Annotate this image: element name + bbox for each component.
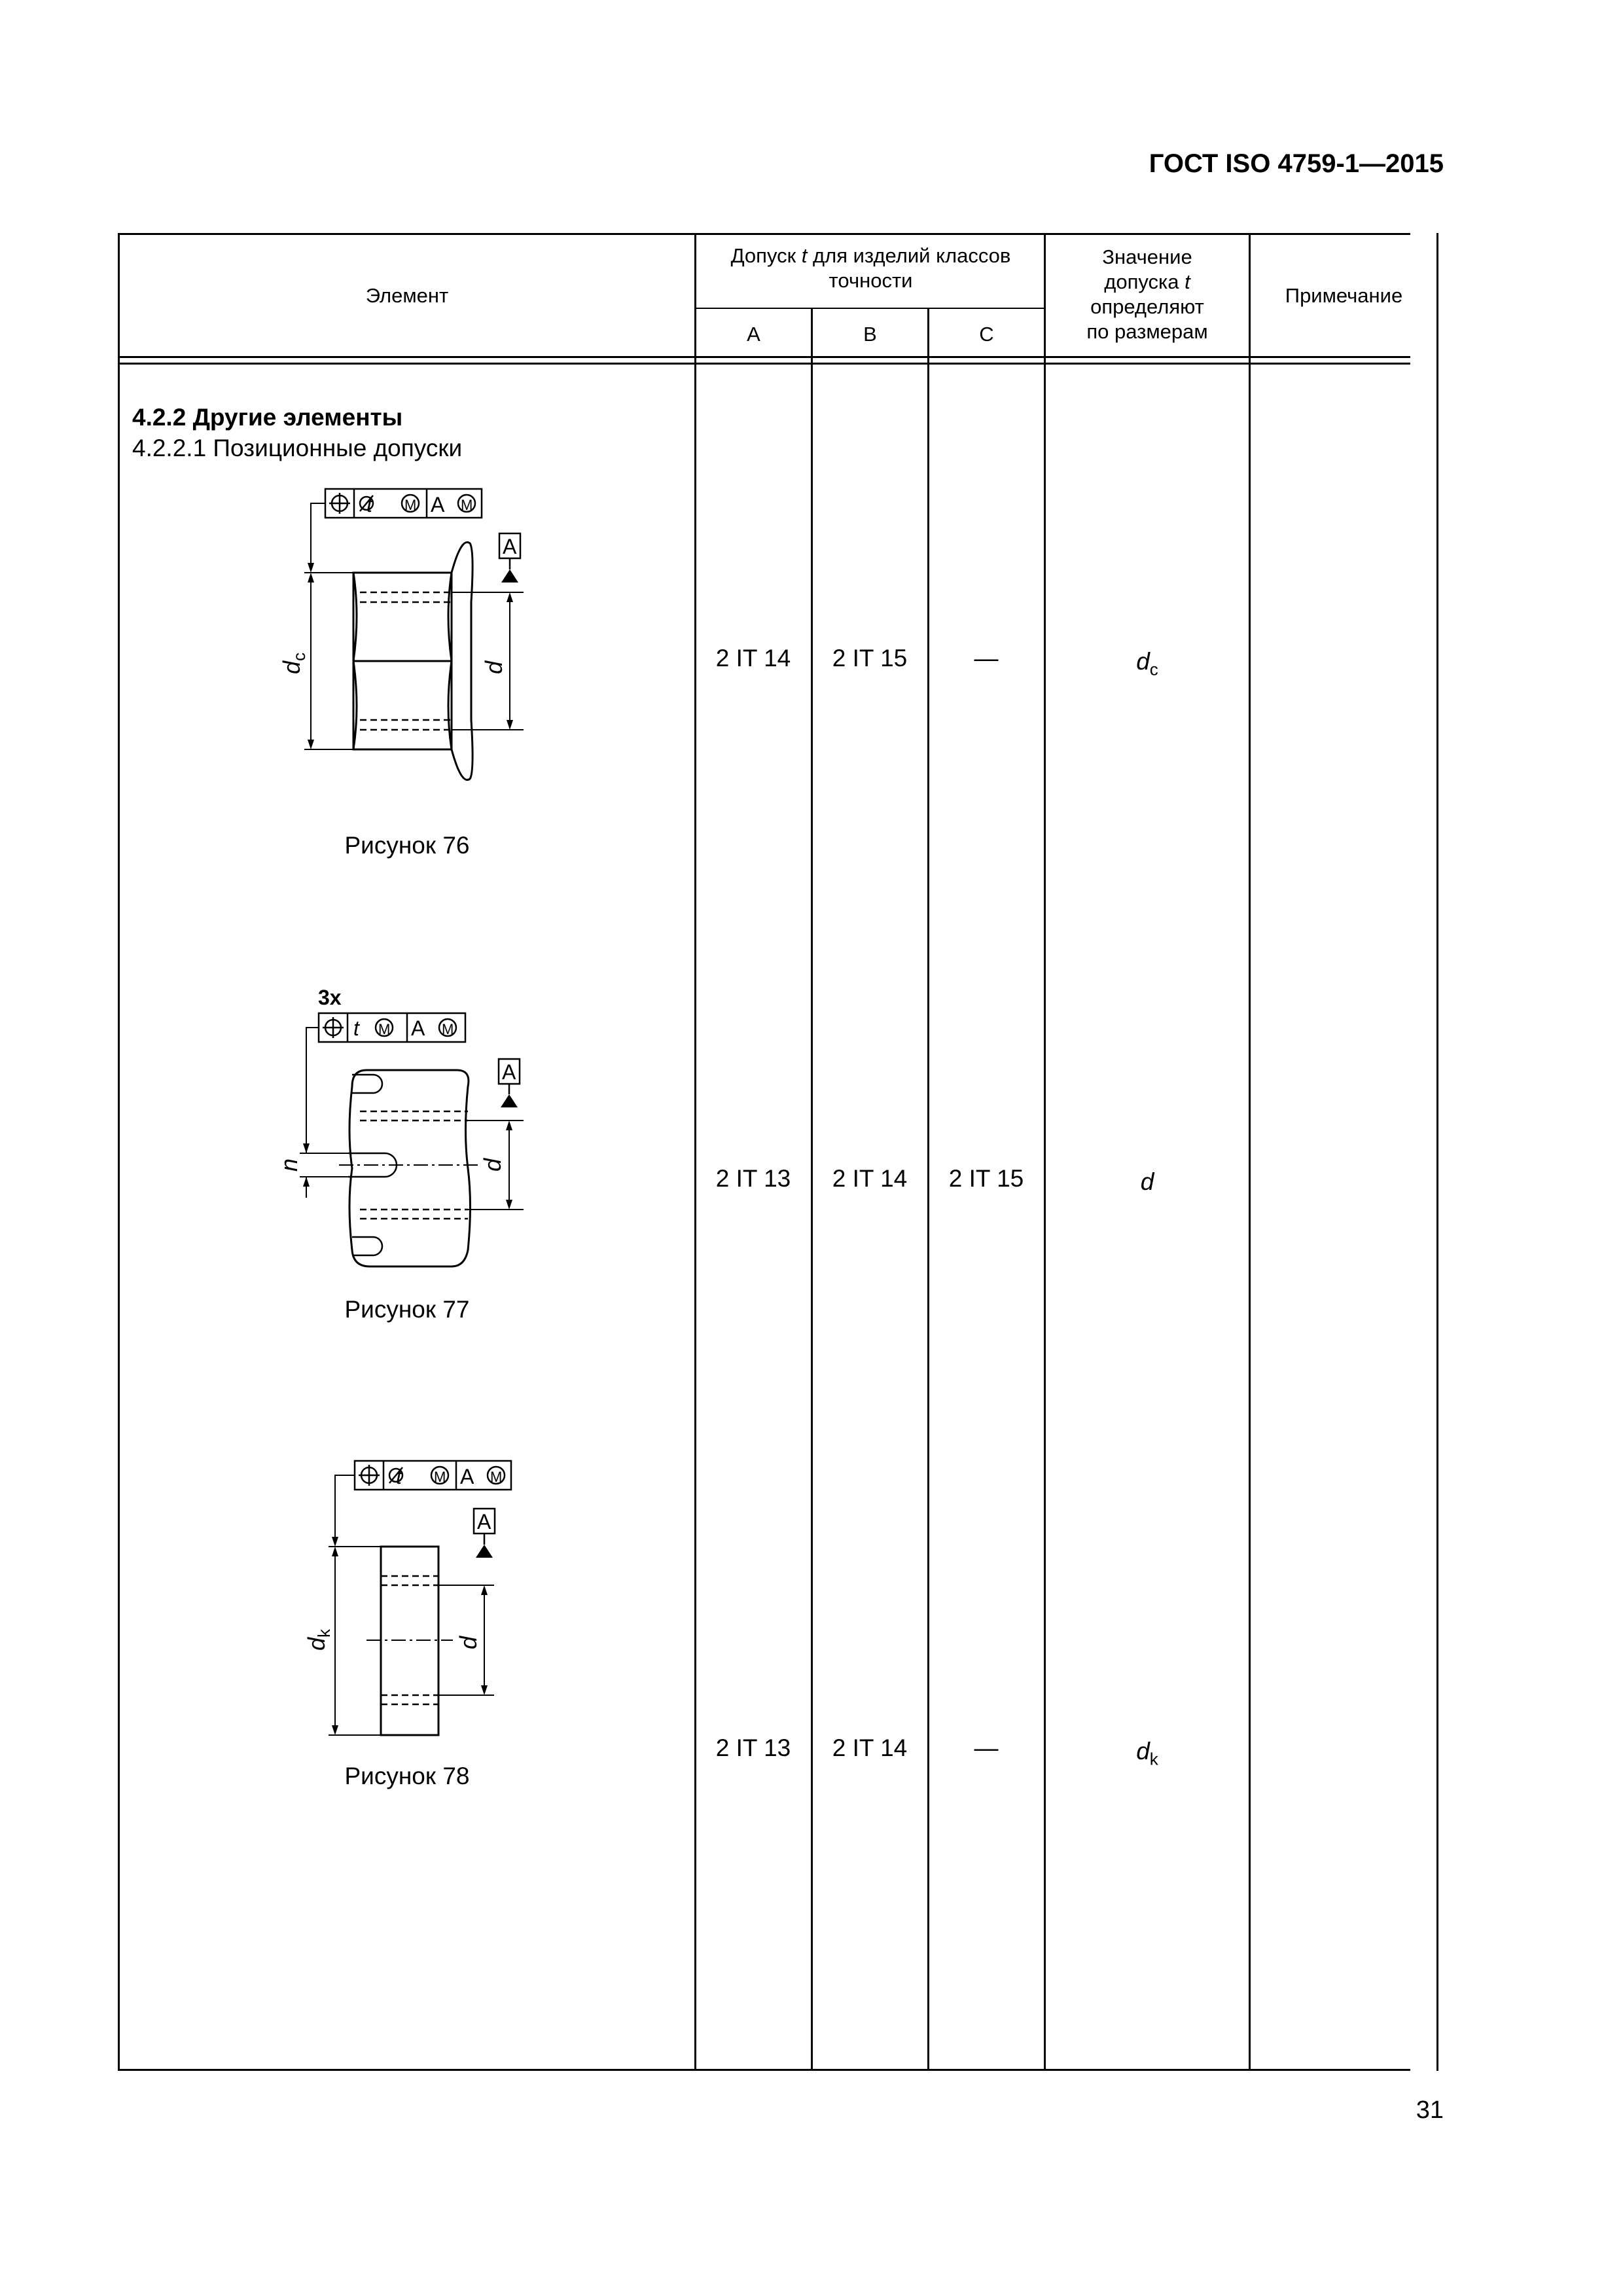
section-heading: 4.2.2 Другие элементы (132, 404, 403, 431)
figure-77-caption: Рисунок 77 (344, 1296, 470, 1323)
table-subheader-line (696, 308, 1046, 309)
datum-label: A (502, 1060, 516, 1084)
row3-value: $d_k$ (1136, 1738, 1158, 1769)
subsection-heading: 4.2.2.1 Позиционные допуски (132, 435, 463, 461)
fcf-diameter-t: t (366, 493, 372, 516)
column-divider (1044, 233, 1046, 2071)
row1-class-a: 2 IT 14 (715, 645, 791, 672)
fcf-count: 3x (318, 986, 342, 1009)
row2-class-c: 2 IT 15 (948, 1165, 1024, 1192)
fcf-datum-ref: A (431, 493, 445, 516)
row1-class-b: 2 IT 15 (832, 645, 908, 672)
header-tolerance: Допуск t для изделий классов точности (730, 244, 1011, 292)
page-number: 31 (1416, 2096, 1444, 2124)
row2-class-b: 2 IT 14 (832, 1165, 908, 1192)
fcf-mmc-symbol: M (378, 1021, 391, 1037)
row1-value: $d_c$ (1136, 648, 1158, 679)
figure-77-drawing (275, 982, 550, 1276)
dim-dk: d (303, 1637, 330, 1651)
column-divider (694, 233, 696, 2071)
fcf-mmc-symbol: M (442, 1021, 454, 1037)
dim-n: n (276, 1158, 302, 1172)
header-value: Значение допуска t определяют по размерам (1086, 245, 1208, 343)
figure-76-drawing (262, 484, 550, 792)
header-class-b: B (863, 323, 877, 346)
datum-label: A (477, 1510, 491, 1534)
column-divider (1249, 233, 1251, 2071)
fcf-diameter-t: t (396, 1465, 402, 1488)
row2-value: d (1140, 1168, 1154, 1195)
dim-d: d (455, 1636, 482, 1649)
fcf-t: t (353, 1016, 359, 1040)
dim-d: d (479, 1158, 506, 1172)
dim-d: d (480, 660, 507, 674)
fcf-datum-ref: A (411, 1016, 425, 1040)
fcf-mmc-symbol: M (461, 497, 473, 513)
table-border-bottom (118, 2069, 1410, 2071)
fcf-mmc-symbol: M (434, 1469, 446, 1485)
table-header-divider (118, 363, 1410, 365)
table-border-right (1436, 233, 1438, 2071)
header-class-c: C (979, 323, 994, 346)
table-border-left (118, 233, 120, 2071)
table-header-divider (118, 356, 1410, 358)
row3-class-b: 2 IT 14 (832, 1734, 908, 1761)
dim-dc: d (278, 660, 305, 674)
fcf-datum-ref: A (460, 1465, 474, 1488)
row2-class-a: 2 IT 13 (715, 1165, 791, 1192)
dim-dk-sub: k (314, 1629, 334, 1638)
figure-76-caption: Рисунок 76 (344, 832, 470, 859)
row3-class-c: — (974, 1734, 999, 1761)
header-note: Примечание (1285, 284, 1403, 307)
fcf-mmc-symbol: M (404, 497, 417, 513)
row3-class-a: 2 IT 13 (715, 1734, 791, 1761)
fcf-mmc-symbol: M (490, 1469, 503, 1485)
header-class-a: A (747, 323, 760, 346)
document-title: ГОСТ ISO 4759-1—2015 (1149, 149, 1444, 178)
table-border-top (118, 233, 1410, 235)
datum-label: A (503, 535, 517, 558)
figure-78-caption: Рисунок 78 (344, 1763, 470, 1789)
header-element: Элемент (365, 284, 449, 307)
figure-78-drawing (294, 1446, 530, 1741)
row1-class-c: — (974, 645, 999, 672)
dim-dc-sub: c (289, 653, 309, 661)
